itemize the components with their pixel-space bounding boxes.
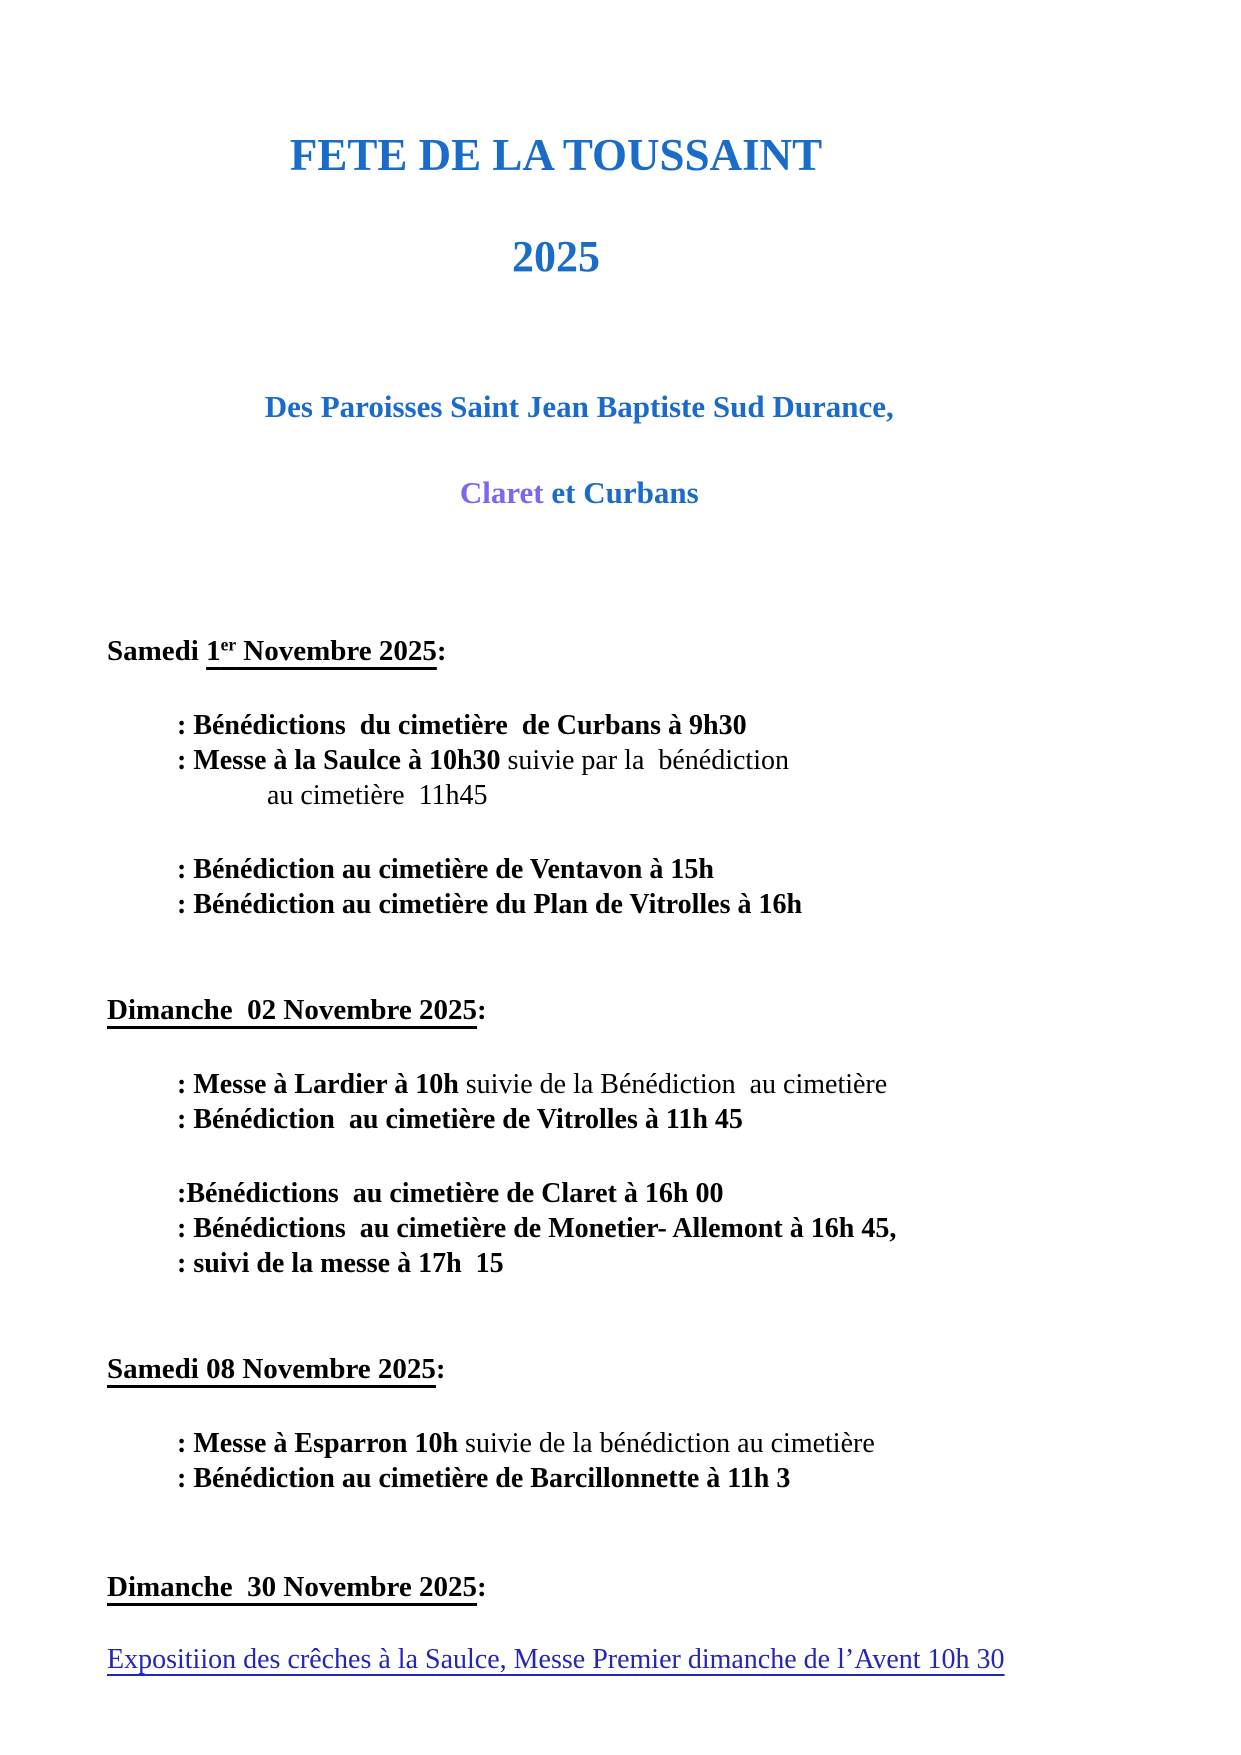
sections [107, 633, 1241, 1677]
heading-segment: Dimanche 30 Novembre 2025 [107, 1571, 477, 1603]
heading-underlined-text [107, 994, 477, 1026]
text-segment: suivie de la Bénédiction au cimetière [458, 1069, 888, 1100]
heading-underlined-text [206, 635, 437, 667]
section [107, 633, 1241, 922]
heading-segment: Dimanche 02 Novembre 2025 [107, 994, 477, 1026]
schedule-line [177, 1176, 1241, 1211]
advent-exposition-link[interactable]: Expositiion des crêches à la Saulce, Messe Premier dimanche de l’Avent 10h 30 [107, 1644, 1005, 1675]
section-heading [107, 1569, 1241, 1605]
subtitle-claret: Claret [459, 475, 544, 510]
text-segment: : Messe à Esparron 10h [177, 1428, 459, 1459]
text-segment: :Bénédictions au cimetière de Claret à 16h 00 [177, 1178, 724, 1209]
text-segment: : Messe à Lardier à 10h [177, 1069, 459, 1100]
schedule-line-group [107, 1426, 1241, 1496]
heading-segment: : [476, 1571, 487, 1603]
heading-segment: : [436, 635, 447, 667]
schedule-line [177, 708, 1241, 743]
text-segment: : Messe à la Saulce à 10h30 [177, 745, 501, 776]
text-segment: suivie par la bénédiction [500, 745, 789, 776]
heading-underlined-text [107, 1353, 436, 1385]
section [107, 1569, 1241, 1677]
text-segment: suivie de la bénédiction au cimetière [458, 1428, 875, 1459]
heading-superscript: er [220, 634, 237, 655]
section [107, 992, 1241, 1281]
document-title: FETE DE LA TOUSSAINT [289, 130, 823, 180]
schedule-line [177, 887, 1241, 922]
schedule-line-group [107, 708, 1241, 813]
text-segment: : Bénédiction au cimetière de Barcillonnette à 11h 3 [177, 1463, 791, 1494]
schedule-line [177, 1246, 1241, 1281]
heading-segment: : [435, 1353, 446, 1385]
schedule-line [177, 1211, 1241, 1246]
section [107, 1351, 1241, 1496]
document-year: 2025 [512, 232, 600, 281]
subtitle-line1: Des Paroisses Saint Jean Baptiste Sud Durance, [264, 389, 894, 424]
heading-segment: : [476, 994, 487, 1026]
text-segment: : suivi de la messe à 17h 15 [177, 1248, 504, 1279]
heading-underlined-text [107, 1571, 477, 1603]
heading-segment: Samedi 08 Novembre 2025 [107, 1353, 436, 1385]
schedule-line [177, 852, 1241, 887]
schedule-line [177, 1426, 1241, 1461]
document-subtitle [107, 342, 1005, 557]
heading-segment: Samedi [107, 635, 207, 667]
schedule-line-group [107, 1176, 1241, 1281]
subtitle-rest: et Curbans [543, 475, 699, 510]
schedule-line [267, 778, 1241, 813]
text-segment: : Bénédiction au cimetière du Plan de Vitrolles à 16h [177, 889, 803, 920]
text-segment: : Bénédictions au cimetière de Monetier- Allemont à 16h 45, [177, 1213, 897, 1244]
schedule-line [177, 1461, 1241, 1496]
schedule-line [177, 743, 1241, 778]
heading-segment: 1 [206, 635, 221, 667]
text-segment: : Bénédictions du cimetière de Curbans à 9h30 [177, 710, 747, 741]
text-segment: : Bénédiction au cimetière de Vitrolles à 11h 45 [177, 1104, 743, 1135]
text-segment: : Bénédiction au cimetière de Ventavon à 15h [177, 854, 714, 885]
schedule-line-group [107, 852, 1241, 922]
section-heading [107, 633, 1241, 669]
text-segment: au cimetière 11h45 [267, 780, 488, 811]
schedule-line-group [107, 1067, 1241, 1137]
heading-segment: Novembre 2025 [236, 635, 437, 667]
schedule-line [177, 1102, 1241, 1137]
section-heading [107, 992, 1241, 1028]
schedule-line [177, 1067, 1241, 1102]
section-heading [107, 1351, 1241, 1387]
